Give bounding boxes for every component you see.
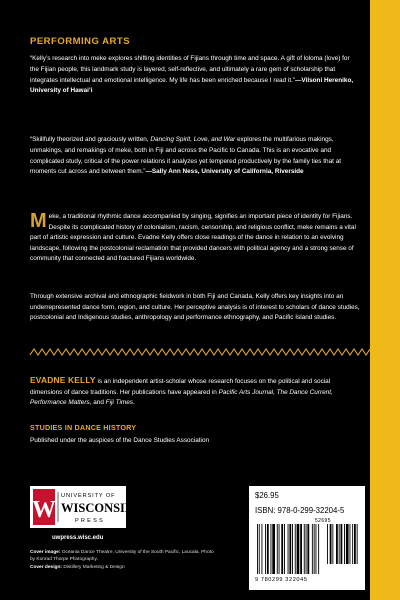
publisher-logo-mark: [30, 486, 134, 528]
price: $26.95: [255, 491, 279, 500]
svg-text:W: W: [32, 497, 56, 523]
blurb-attribution: —Sally Ann Ness, University of California, Riverside: [145, 168, 304, 176]
description-text: Through extensive archival and ethnographic fieldwork in both Fiji and Canada, Kelly offers key insights into an underrepresented dance form, region, and culture. Her perceptive analysis is of interest to scholars of dance studies, postcolonial and Indigenous studies, anthropology and performance ethnography, and Pacific Island studies.: [30, 293, 360, 322]
bio-and: and: [91, 399, 106, 407]
blurb-text: “Kelly’s research into meke explores shifting identities of Fijians through time and space. A gift of loloma (love) for the Fijian people, this landmark study is layered, self-reflective, and ultimately a rare gem of scholarship that integrates intellectual and emotional intelligence. My life has been enriched because I read it.”: [30, 55, 350, 84]
bio-text: is an independent artist-scholar whose research focuses on the political and social dimensions of dance traditions. Her publications have appeared in: [30, 378, 331, 396]
author-bio: [30, 375, 364, 409]
journal-list: Pacific Arts Journal, The Dance Current, Performance Matters,: [30, 388, 333, 407]
cover-design-credit: Cover design: Distillery Marketing & Design: [30, 564, 125, 570]
blurb-text: “Skillfully theorized and graciously written,: [30, 136, 151, 143]
blurb-attribution: —Vilsoni Hereniko, University of Hawai‘i: [30, 76, 354, 95]
logo-top-line: UNIVERSITY OF: [61, 493, 116, 499]
description-paragraph-1: [30, 212, 366, 265]
barcode-digits: 9 780299 322045: [255, 577, 308, 583]
author-name: EVADNE KELLY: [30, 375, 96, 385]
journal-name: Fiji Times: [105, 399, 133, 407]
cover-image-credit: Cover image: Oceania Dance Theatre, University of the South Pacific, Laucala. Photo by Konrad Thorpe Photography.: [30, 550, 214, 563]
category-label: PERFORMING ARTS: [30, 36, 131, 47]
isbn: ISBN: 978-0-299-32204-5: [255, 506, 345, 515]
spine-band: [370, 0, 400, 600]
series-title: STUDIES IN DANCE HISTORY: [30, 423, 137, 432]
blurb-text: explores the multifarious makings, unmakings, and remakings of meke, both in Fiji and across the Pacific to Canada. This is an evocative and complicated study, critical of the power relations it analyzes yet tempered productively by the family ties that at moments cut across and between them.”: [30, 136, 342, 176]
description-text: eke, a traditional rhythmic dance accompanied by singing, signifies an important piece of identity for Fijians. Despite its complicated history of colonialism, racism, censorship, and religious conflict, meke remains a vital part of artistic expression and culture. Evadne Kelly offers close readings of the dance in relation to an evolving landscape, following the postcolonial reclamation that provided dancers with political agency and a strong sense of community that connected and fractured Fijians worldwide.: [30, 213, 356, 263]
blurb-hereniko: [30, 54, 360, 97]
bio-end: .: [132, 399, 135, 407]
publisher-url[interactable]: uwpress.wisc.edu: [52, 535, 104, 541]
drop-cap: M: [30, 210, 47, 232]
blurb-ness: [30, 135, 360, 178]
book-title: Dancing Spirit, Love, and War: [150, 136, 236, 143]
logo-press: PRESS: [75, 518, 105, 524]
price-addon: 52695: [315, 518, 331, 524]
zigzag-divider: [30, 348, 370, 356]
barcode-box: [249, 486, 365, 590]
description-paragraph-2: [30, 292, 366, 324]
series-note: Published under the auspices of the Dance Studies Association: [30, 437, 210, 444]
barcode-graphic: [255, 524, 359, 576]
publisher-logo: [30, 486, 134, 528]
cover-credits: [30, 549, 220, 571]
logo-name: WISCONSIN: [61, 501, 134, 515]
